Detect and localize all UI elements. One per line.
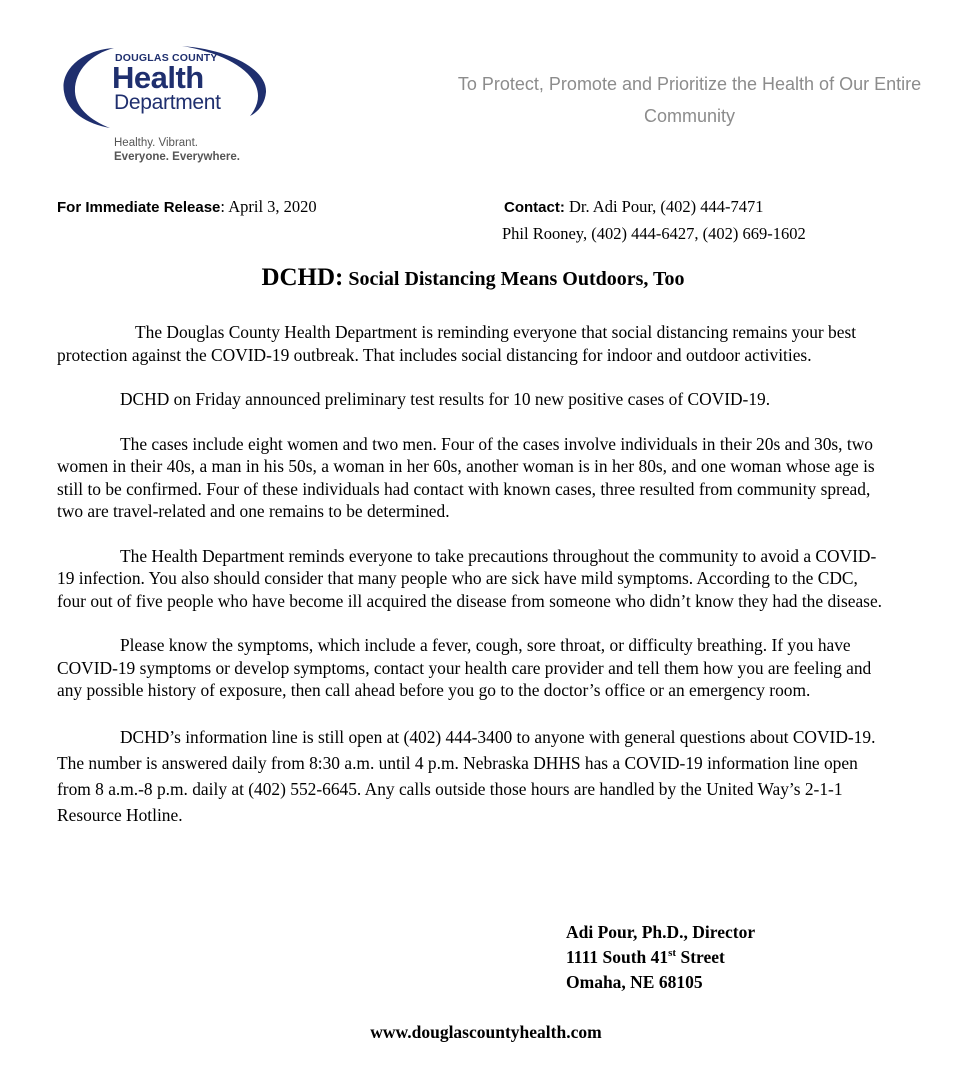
headline-main: DCHD: — [261, 264, 344, 291]
headline-sub: Social Distancing Means Outdoors, Too — [343, 268, 685, 290]
release-line — [57, 194, 317, 221]
body-paragraph: The Douglas County Health Department is reminding everyone that social distancing remains your best protection against the COVID-19 outbreak. That includes social distancing for indoor and outdoor activities. — [57, 322, 857, 365]
signature-street: 1111 South 41st Street — [566, 947, 725, 967]
logo-health-text: Health — [112, 60, 204, 95]
release-label: For Immediate Release — [57, 199, 221, 216]
logo-department-text: Department — [114, 91, 221, 114]
headline — [0, 264, 946, 292]
contact-line-1 — [504, 194, 764, 221]
website-link[interactable]: www.douglascountyhealth.com — [370, 1022, 602, 1042]
logo-tagline-1: Healthy. Vibrant. — [114, 137, 198, 149]
signature-name: Adi Pour, Ph.D., Director — [566, 922, 756, 942]
contact-primary: Dr. Adi Pour, (402) 444-7471 — [564, 197, 764, 216]
logo-county-text: DOUGLAS COUNTY — [115, 52, 218, 64]
press-release-body — [57, 321, 887, 850]
logo-tagline-2: Everyone. Everywhere. — [114, 151, 240, 163]
body-paragraph: DCHD on Friday announced preliminary test results for 10 new positive cases of COVID-19. — [120, 389, 771, 409]
body-paragraph: The cases include eight women and two men. Four of the cases involve individuals in their 20s and 30s, two women in their 40s, a man in his 50s, a woman in her 60s, another woman is in her 80s, and one woman whose age is still to be confirmed. Four of these individuals had contact with known cases, three resulted from community spread, two are travel-related and one remains to be determined. — [57, 433, 875, 521]
motto: To Protect, Promote and Prioritize the Health of Our Entire Community — [457, 74, 922, 126]
signature-block — [566, 920, 755, 995]
contact-label: Contact: — [504, 199, 565, 216]
dchd-logo — [62, 42, 272, 172]
body-paragraph: DCHD’s information line is still open at (402) 444-3400 to anyone with general questions about COVID-19. The number is answered daily from 8:30 a.m. until 4 p.m. Nebraska DHHS has a COVID-19 information line open from 8 a.m.-8 p.m. daily at (402) 552-6645. Any calls outside those hours are handled by the United Way’s 2-1-1 Resource Hotline. — [57, 726, 876, 825]
body-paragraph: The Health Department reminds everyone to take precautions throughout the community to avoid a COVID-19 infection. You also should consider that many people who are sick have mild symptoms. According to the CDC, four out of five people who have become ill acquired the disease from someone who didn’t know they had the disease. — [57, 545, 883, 611]
release-date: : April 3, 2020 — [220, 197, 317, 216]
contact-line-2: Phil Rooney, (402) 444-6427, (402) 669-1602 — [502, 224, 806, 243]
body-paragraph: Please know the symptoms, which include a fever, cough, sore throat, or difficulty breathing. If you have COVID-19 symptoms or develop symptoms, contact your health care provider and tell them how you are feeling and any possible history of exposure, then call ahead before you go to the doctor’s office or an emergency room. — [57, 635, 872, 700]
signature-city: Omaha, NE 68105 — [566, 972, 703, 992]
